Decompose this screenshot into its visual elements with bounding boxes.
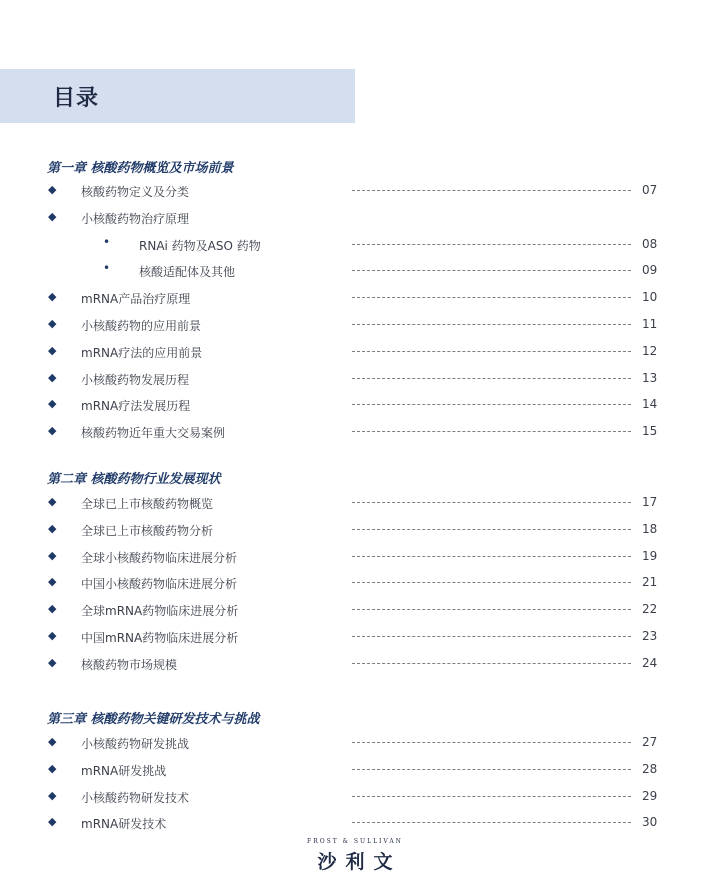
diamond-bullet-icon: ◆: [48, 183, 57, 196]
toc-item[interactable]: [0, 342, 710, 362]
dotted-leader: [352, 404, 631, 405]
toc-page-number: 08: [642, 236, 658, 251]
toc-item-label: 核酸适配体及其他: [139, 265, 236, 280]
toc-item[interactable]: [0, 787, 710, 807]
toc-page-number: 18: [642, 521, 658, 536]
dotted-leader: [352, 502, 631, 503]
dotted-leader: [352, 769, 631, 770]
toc-item-label: mRNA研发技术: [81, 817, 167, 832]
diamond-bullet-icon: ◆: [48, 629, 57, 642]
diamond-bullet-icon: ◆: [48, 521, 57, 535]
toc-page-number: 07: [642, 183, 658, 197]
diamond-bullet-icon: ◆: [48, 317, 57, 330]
toc-item-label: mRNA产品治疗原理: [81, 292, 191, 307]
diamond-bullet-icon: ◆: [48, 602, 57, 616]
dotted-leader: [352, 324, 631, 325]
toc-item-label: 全球小核酸药物临床进展分析: [81, 550, 238, 565]
toc-item[interactable]: [0, 493, 710, 513]
toc-title-band: [0, 69, 355, 123]
toc-item-label: 核酸药物近年重大交易案例: [81, 426, 226, 441]
toc-item-label: 中国小核酸药物临床进展分析: [81, 577, 238, 592]
toc-subitem[interactable]: [0, 261, 710, 281]
toc-page-number: 13: [642, 370, 658, 385]
toc-page-number: 30: [642, 815, 658, 830]
frost-sullivan-logo: [0, 838, 710, 874]
diamond-bullet-icon: ◆: [48, 655, 57, 669]
diamond-bullet-icon: ◆: [48, 761, 57, 775]
toc-item[interactable]: [0, 760, 710, 780]
toc-item-label: 小核酸药物发展历程: [81, 372, 190, 387]
logo-english: FROST & SULLIVAN: [307, 838, 403, 845]
dot-bullet-icon: •: [103, 261, 111, 276]
toc-subitem[interactable]: [0, 235, 710, 255]
page-title: 目录: [53, 86, 100, 111]
toc-page-number: 19: [642, 548, 658, 563]
toc-page-number: 15: [642, 424, 658, 439]
toc-item-label: 小核酸药物研发挑战: [81, 737, 190, 751]
diamond-bullet-icon: ◆: [48, 575, 57, 589]
toc-item[interactable]: [0, 395, 710, 415]
toc-item-label: 核酸药物市场规模: [81, 657, 178, 672]
toc-item-label: 小核酸药物的应用前景: [81, 319, 202, 333]
dotted-leader: [352, 378, 631, 379]
dotted-leader: [352, 244, 631, 245]
toc-page-number: 09: [642, 263, 658, 278]
dotted-leader: [352, 796, 631, 797]
diamond-bullet-icon: ◆: [48, 290, 57, 304]
toc-item-label: 中国mRNA药物临床进展分析: [81, 631, 239, 645]
dotted-leader: [352, 742, 631, 743]
toc-item[interactable]: [0, 600, 710, 620]
toc-item[interactable]: [0, 627, 710, 647]
toc-item[interactable]: [0, 422, 710, 442]
toc-page-number: 10: [642, 290, 658, 305]
diamond-bullet-icon: ◆: [48, 735, 57, 748]
dotted-leader: [352, 636, 631, 637]
toc-page-number: 29: [642, 788, 658, 803]
toc-item-label: 小核酸药物研发技术: [81, 790, 190, 805]
toc-item-label: mRNA疗法的应用前景: [81, 345, 203, 360]
dotted-leader: [352, 190, 631, 191]
logo-chinese: 沙利文: [317, 851, 402, 873]
toc-item[interactable]: [0, 315, 710, 335]
toc-page-number: 28: [642, 761, 658, 776]
toc-page-number: 12: [642, 343, 658, 358]
diamond-bullet-icon: ◆: [48, 424, 57, 438]
chapter-heading[interactable]: 第三章 核酸药物关键研发技术与挑战: [47, 712, 260, 727]
diamond-bullet-icon: ◆: [48, 397, 57, 411]
toc-page-number: 21: [642, 575, 658, 590]
toc-item-label: RNAi 药物及ASO 药物: [139, 238, 261, 253]
toc-item[interactable]: [0, 369, 710, 389]
dotted-leader: [352, 297, 631, 298]
toc-item[interactable]: [0, 573, 710, 593]
dotted-leader: [352, 529, 631, 530]
dot-bullet-icon: •: [103, 234, 111, 249]
toc-item-label: mRNA疗法发展历程: [81, 399, 191, 414]
toc-page-number: 24: [642, 655, 658, 670]
diamond-bullet-icon: ◆: [48, 343, 57, 357]
dotted-leader: [352, 351, 631, 352]
diamond-bullet-icon: ◆: [48, 788, 57, 802]
toc-item-label: 小核酸药物治疗原理: [81, 211, 190, 226]
diamond-bullet-icon: ◆: [48, 209, 57, 223]
chapter-heading[interactable]: 第一章 核酸药物概览及市场前景: [47, 161, 234, 176]
toc-item[interactable]: [0, 733, 710, 753]
dotted-leader: [352, 556, 631, 557]
dotted-leader: [352, 270, 631, 271]
dotted-leader: [352, 822, 631, 823]
toc-item[interactable]: [0, 288, 710, 308]
toc-item[interactable]: [0, 181, 710, 201]
toc-page-number: 23: [642, 629, 658, 643]
diamond-bullet-icon: ◆: [48, 495, 57, 508]
toc-item-label: 全球已上市核酸药物分析: [81, 523, 214, 538]
toc-item[interactable]: [0, 813, 710, 833]
toc-item[interactable]: [0, 547, 710, 567]
toc-item[interactable]: [0, 654, 710, 674]
toc-item-label: 全球已上市核酸药物概览: [81, 497, 214, 511]
toc-item-label: mRNA研发挑战: [81, 763, 167, 778]
toc-item-label: 核酸药物定义及分类: [81, 185, 190, 199]
dotted-leader: [352, 663, 631, 664]
toc-item-label: 全球mRNA药物临床进展分析: [81, 604, 239, 619]
toc-page-number: 22: [642, 602, 658, 617]
dotted-leader: [352, 582, 631, 583]
toc-page-number: 11: [642, 317, 658, 331]
toc-page-number: 27: [642, 735, 658, 749]
dotted-leader: [352, 431, 631, 432]
diamond-bullet-icon: ◆: [48, 370, 57, 384]
toc-item[interactable]: [0, 520, 710, 540]
toc-page-number: 17: [642, 495, 658, 509]
diamond-bullet-icon: ◆: [48, 815, 57, 829]
toc-item[interactable]: [0, 208, 710, 228]
toc-page-number: 14: [642, 397, 658, 412]
chapter-heading[interactable]: 第二章 核酸药物行业发展现状: [47, 472, 221, 487]
dotted-leader: [352, 609, 631, 610]
diamond-bullet-icon: ◆: [48, 548, 57, 562]
